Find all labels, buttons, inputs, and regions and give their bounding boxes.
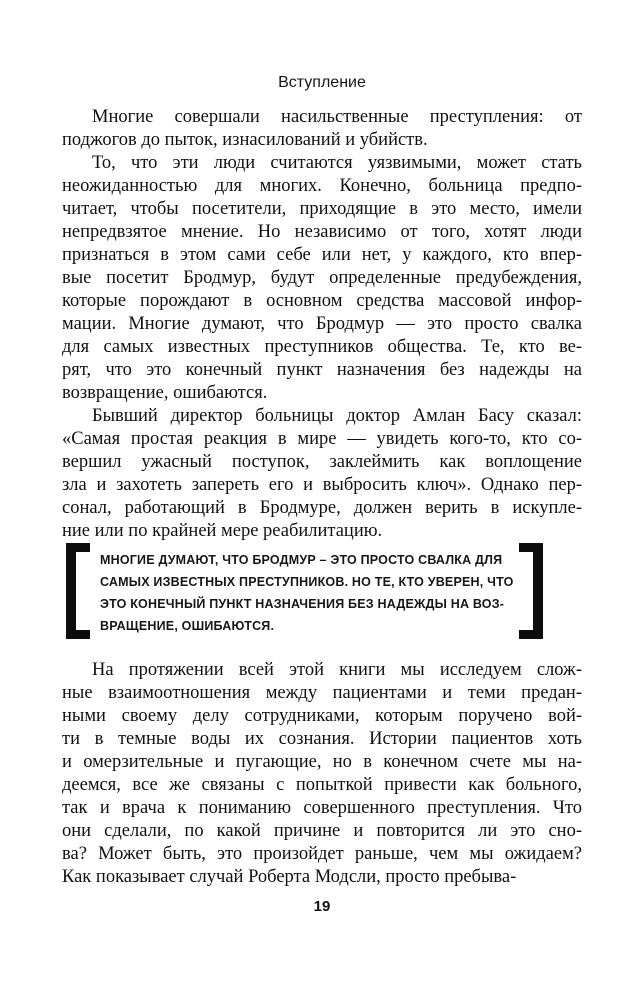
- body-text-after-quote: [62, 659, 582, 889]
- text-line: и омерзительные и пугающие, но в конечном счете мы на-: [62, 752, 582, 772]
- text-line: рят, что это конечный пункт назначения без надежды на: [62, 360, 582, 380]
- pull-quote-line: МНОГИЕ ДУМАЮТ, ЧТО БРОДМУР – ЭТО ПРОСТО СВАЛКА ДЛЯ: [100, 553, 503, 567]
- pull-quote-line: САМЫХ ИЗВЕСТНЫХ ПРЕСТУПНИКОВ. НО ТЕ, КТО УВЕРЕН, ЧТО: [100, 575, 514, 589]
- text-line: непредвзятое мнение. Но независимо от того, хотят люди: [62, 222, 582, 242]
- paragraph: [62, 405, 582, 543]
- text-line: мации. Многие думают, что Бродмур — это просто свалка: [62, 314, 582, 334]
- paragraph: [62, 152, 582, 405]
- text-line: ными своему делу сотрудниками, которым поручено вой-: [62, 706, 582, 726]
- text-line: возвращение, ошибаются.: [62, 383, 268, 403]
- text-line: так и врача к пониманию совершенного преступления. Что: [62, 798, 582, 818]
- text-line: Как показывает случай Роберта Модсли, просто пребыва-: [62, 867, 517, 887]
- text-line: для самых известных преступников общества. Те, кто ве-: [62, 337, 582, 357]
- text-line: ти в темные воды их сознания. Истории пациентов хоть: [62, 729, 582, 749]
- text-line: зла и захотеть запереть его и выбросить ключ». Однако пер-: [62, 475, 582, 495]
- text-line: Многие совершали насильственные преступления: от: [92, 107, 582, 127]
- pull-quote-line: ВРАЩЕНИЕ, ОШИБАЮТСЯ.: [100, 619, 275, 633]
- text-line: которые порождают в основном средства массовой инфор-: [62, 291, 582, 311]
- body-text-before-quote: [62, 106, 582, 543]
- text-line: вые посетит Бродмур, будут определенные предубеждения,: [62, 268, 582, 288]
- text-line: читает, чтобы посетители, приходящие в это место, имели: [62, 199, 582, 219]
- text-line: На протяжении всей этой книги мы исследуем слож-: [92, 660, 582, 680]
- paragraph: [62, 106, 582, 152]
- pull-quote-line: ЭТО КОНЕЧНЫЙ ПУНКТ НАЗНАЧЕНИЯ БЕЗ НАДЕЖДЫ НА ВОЗ-: [100, 597, 505, 611]
- text-line: «Самая простая реакция в мире — увидеть кого-то, кто со-: [62, 429, 582, 449]
- text-line: ва? Может быть, это произойдет раньше, чем мы ожидаем?: [62, 844, 582, 864]
- text-line: деемся, все же связаны с попыткой привести как больного,: [62, 775, 582, 795]
- pull-quote-text: [90, 543, 519, 639]
- text-line: ные взаимоотношения между пациентами и теми предан-: [62, 683, 582, 703]
- right-bracket-icon: [519, 543, 543, 639]
- text-line: ние или по крайней мере реабилитацию.: [62, 521, 383, 541]
- text-line: сонал, работающий в Бродмуре, должен верить в искупле-: [62, 498, 582, 518]
- text-line: признаться в этом сами себе или нет, у каждого, кто впер-: [62, 245, 582, 265]
- text-line: Бывший директор больницы доктор Амлан Басу сказал:: [92, 406, 582, 426]
- text-line: они сделали, по какой причине и повторится ли это сно-: [62, 821, 582, 841]
- text-line: неожиданностью для многих. Конечно, больница предпо-: [62, 176, 582, 196]
- page-number: 19: [313, 898, 331, 915]
- paragraph: [62, 659, 582, 889]
- left-bracket-icon: [66, 543, 90, 639]
- text-line: поджогов до пыток, изнасилований и убийств.: [62, 130, 428, 150]
- text-line: вершил ужасный поступок, заклеймить как воплощение: [62, 452, 582, 472]
- running-head: Вступление: [278, 74, 366, 91]
- pull-quote: [66, 543, 543, 639]
- text-line: То, что эти люди считаются уязвимыми, может стать: [92, 153, 582, 173]
